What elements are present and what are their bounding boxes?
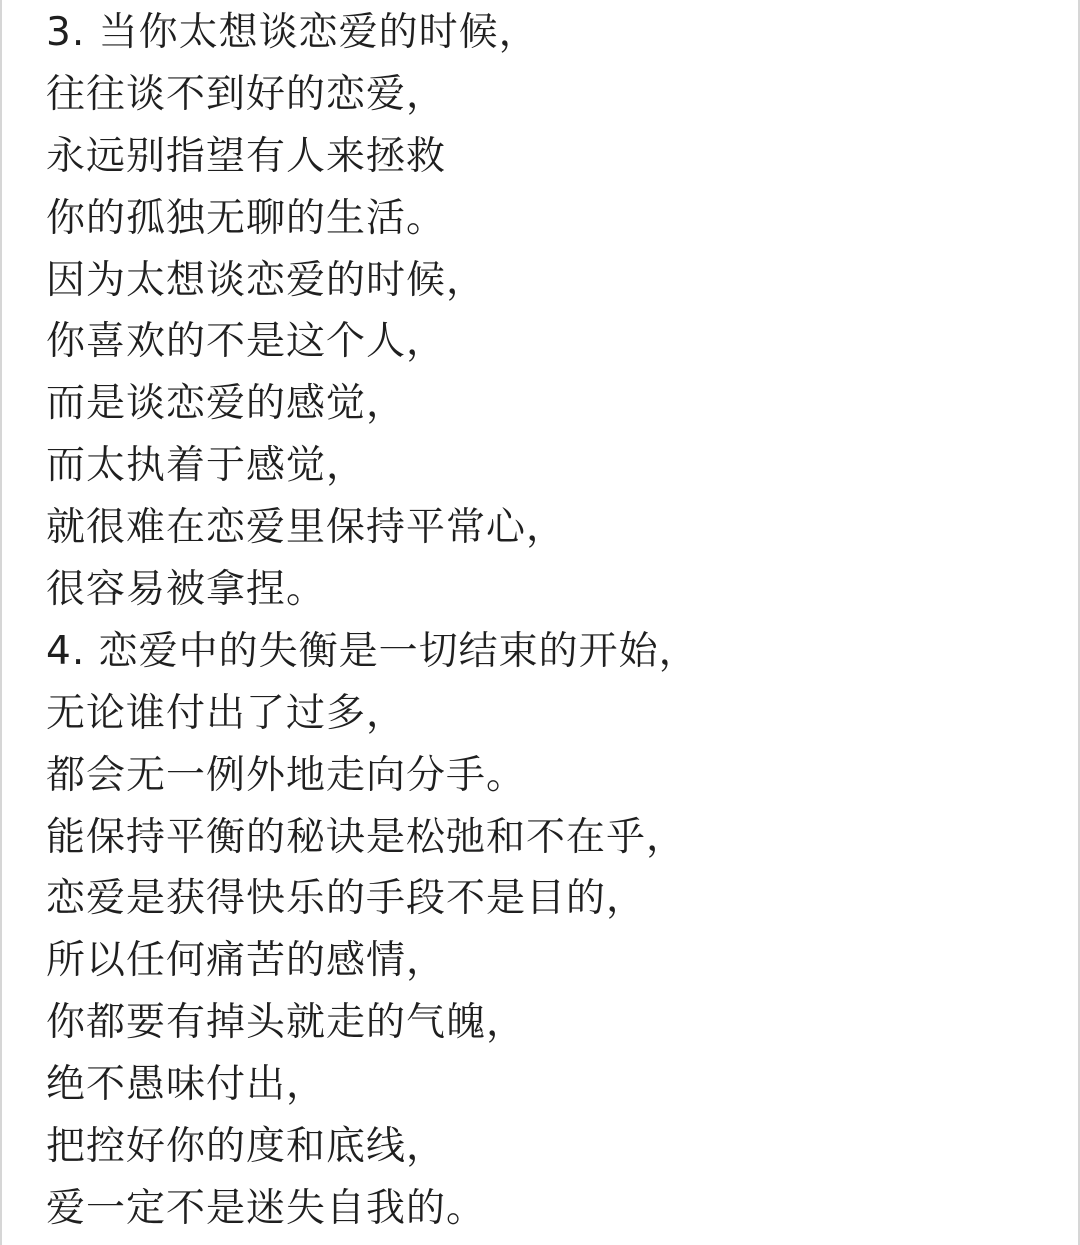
text-line: 而是谈恋爱的感觉，	[46, 381, 407, 427]
text-line: 无论谁付出了过多，	[46, 690, 407, 736]
text-line: 永远别指望有人来拯救	[46, 133, 447, 179]
text-line: 能保持平衡的秘诀是松弛和不在乎，	[46, 814, 687, 860]
text-line: 恋爱是获得快乐的手段不是目的，	[46, 876, 647, 922]
text-line: 往往谈不到好的恋爱，	[46, 71, 447, 117]
text-line: 你都要有掉头就走的气魄，	[46, 1000, 527, 1046]
text-body	[46, 2, 1046, 1240]
text-line: 你的孤独无聊的生活。	[46, 195, 447, 241]
text-line: 绝不愚味付出，	[46, 1062, 327, 1108]
text-line: 爱一定不是迷失自我的。	[46, 1185, 487, 1231]
text-line: 而太执着于感觉，	[46, 443, 367, 489]
text-line: 你喜欢的不是这个人，	[46, 319, 447, 365]
text-line: 都会无一例外地走向分手。	[46, 752, 527, 798]
text-line: 就很难在恋爱里保持平常心，	[46, 505, 567, 551]
text-line: 所以任何痛苦的感情，	[46, 938, 447, 984]
text-line: 把控好你的度和底线，	[46, 1124, 447, 1170]
text-line: 很容易被拿捏。	[46, 567, 327, 613]
text-line: 3. 当你太想谈恋爱的时候，	[46, 10, 539, 55]
text-line: 4. 恋爱中的失衡是一切结束的开始，	[46, 628, 699, 674]
text-line: 因为太想谈恋爱的时候，	[46, 257, 487, 303]
